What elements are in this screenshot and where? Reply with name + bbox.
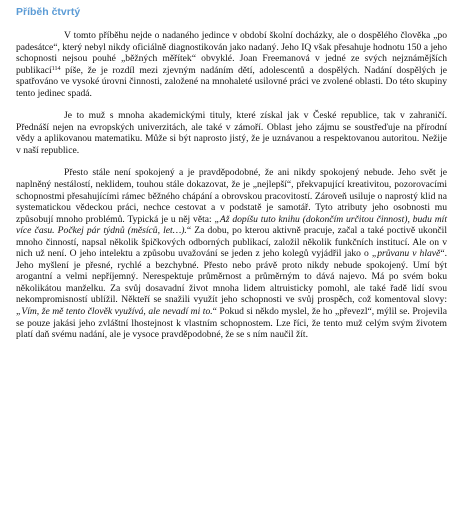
- paragraph-3-text-c: “. Jeho myšlení je přesné, rychlé a bezchybné. Přesto nebo právě proto nikdy nebude spokojený. Umí být arogantní a velmi nepříjemný. Nerespektuje průměrnost a průměrným to dává najevo. Má po svém boku několikátou manželku. Za svůj dosavadní život mnoha lidem altruisticky pomohl, ale také řadě lidí svou nekompromisností ublížil. Někteří se snažili využít jeho schopnosti ve svůj prospěch, což komentoval slovy:: [16, 248, 447, 306]
- paragraph-3-text: Přesto stále není spokojený a je pravděpodobné, že ani nikdy spokojený nebude. Jeho svět je naplněný nestálostí, neklidem, touhou stále dokazovat, že je „nejlepší“, překvapující kreativitou, pozorovacími schopnostmi přesahujícími rámec běžného chápání a obrovskou pracovitostí. Zároveň usiluje o naprostý klid na systematickou vědeckou práci, nechce cestovat a v podstatě je samotář. Tyto atributy jeho osobnosti mu způsobují mnoho problémů. Typická je u něj věta:: [16, 167, 447, 225]
- quote-1: „Až dopíšu tuto knihu (dokončím určitou činnost), budu mít více času. Počkej pár týdnů (měsíců, let…).: [16, 213, 447, 237]
- section-heading: Příběh čtvrtý: [16, 6, 81, 18]
- paragraph-3: [16, 167, 447, 340]
- paragraph-1-text: V tomto příběhu nejde o nadaného jedince v období školní docházky, ale o dospělého člověka „po padesátce“, který nebyl nikdy oficiálně diagnostikován jako nadaný. Jeho IQ však přesahuje hodnotu 150 a jeho schopnosti nejsou pouhé „běžných měřítek“ obvyklé. Joan Freemanová v jedné ze svých nejznámějších publikací: [16, 30, 447, 76]
- paragraph-3-text-d: “ Pokud si někdo myslel, že ho „převezl“, mýlil se. Projevila se pouze jakási jeho zvláštní lhostejnost k vlastním schopnostem. Lze říci, že tento muž celým svým životem platí daň svému nadání, ale je vysoce pravděpodobné, že se s ním naučil žít.: [16, 306, 447, 341]
- footnote-ref: 114: [51, 65, 61, 72]
- quote-2: „průvanu v hlavě: [371, 248, 441, 260]
- paragraph-3-text-b: “ Za dobu, po kterou aktivně pracuje, začal a také poctivě ukončil mnoho činností, napsal několik špičkových odborných publikací, založil několik funkčních institucí. Ale on v nich už není. O jeho intelektu a způsobu uvažování se jeden z jeho kolegů vyjádřil jako o: [16, 225, 448, 260]
- paragraph-1: [16, 30, 447, 99]
- quote-3: „Vím, že mě tento člověk využívá, ale nevadí mi to.: [16, 306, 213, 318]
- paragraph-2: Je to muž s mnoha akademickými tituly, které získal jak v České republice, tak v zahraničí. Přednáší nejen na evropských univerzitách, ale také v zámoří. Oblast jeho zájmu se soustřeďuje na přírodní vědy a aplikovanou matematiku. Může si být naprosto jistý, že je uznávanou a respektovanou autoritou. Nežije v naší republice.: [16, 110, 447, 156]
- paragraph-1-text-cont: píše, že je rozdíl mezi zjevným nadáním dětí, adolescentů a dospělých. Nadání dospělých je spatřováno ve vysoké úrovni činnosti, založené na mnohaleté usilovné práci ve zvolené oblasti. Do této skupiny tento jedinec spadá.: [16, 64, 447, 99]
